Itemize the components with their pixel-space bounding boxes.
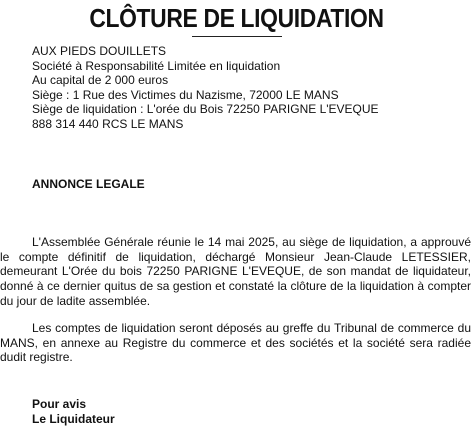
notice-title: CLÔTURE DE LIQUIDATION [89,3,384,33]
company-capital: Au capital de 2 000 euros [32,73,169,88]
signature-block [32,397,115,426]
signature-line-1: Pour avis [32,397,87,411]
paragraph-assembly: L'Assemblée Générale réunie le 14 mai 2025, au siège de liquidation, a approuvé le compte définitif de liquidation, déchargé Monsieur Jean-Claude LETESSIER, demeurant L'Orée du bois 72250 PARIGNE L'EVEQUE, de son mandat de liquidateur, donné à ce dernier quitus de sa gestion et constaté la clôture de la liquidation à compter du jour de ladite assemblée. [0,235,471,308]
company-block [32,44,452,132]
company-name: AUX PIEDS DOUILLETS [32,44,167,58]
company-liquidation-office: Siège de liquidation : L'orée du Bois 72250 PARIGNE L'EVEQUE [32,102,379,117]
paragraph-filing: Les comptes de liquidation seront déposés au greffe du Tribunal de commerce du MANS, en annexe au Registre du commerce et des sociétés et la société sera radiée dudit registre. [0,321,471,365]
company-legal-form: Société à Responsabilité Limitée en liquidation [32,58,281,73]
title-underline [192,36,282,37]
section-heading: ANNONCE LEGALE [32,177,145,191]
company-rcs: 888 314 440 RCS LE MANS [32,116,184,131]
signature-line-2: Le Liquidateur [32,411,115,426]
company-head-office: Siège : 1 Rue des Victimes du Nazisme, 72000 LE MANS [32,87,339,102]
